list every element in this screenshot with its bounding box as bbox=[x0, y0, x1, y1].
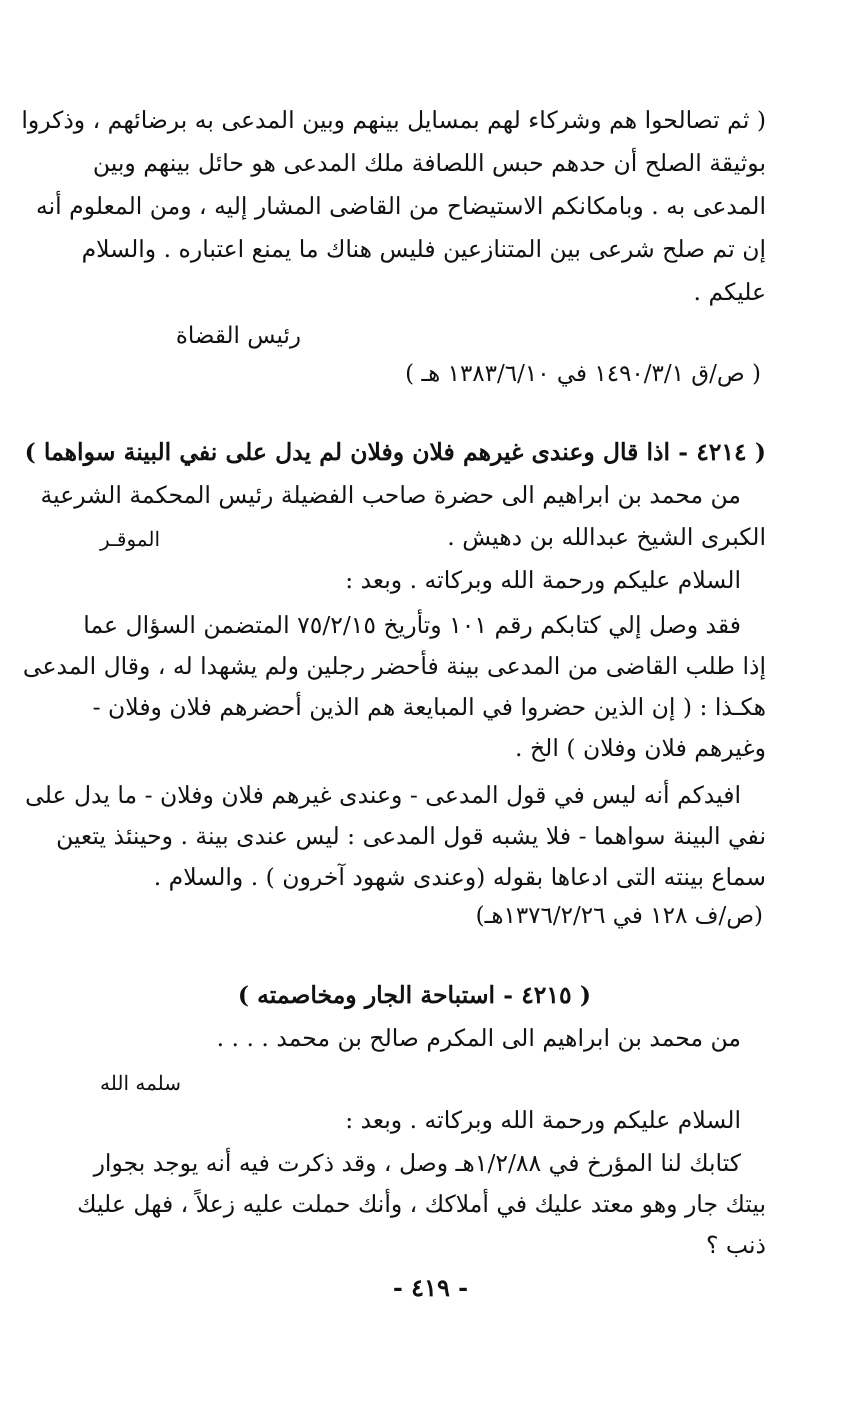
paragraph-line: سماع بينته التى ادعاها بقوله (وعندى شهود آخرون ) . والسلام . bbox=[153, 863, 766, 891]
paragraph-line: فقد وصل إلي كتابكم رقم ١٠١ وتأريخ ٧٥/٢/١٥ المتضمن السؤال عما bbox=[83, 611, 741, 639]
greeting: السلام عليكم ورحمة الله وبركاته . وبعد : bbox=[345, 1106, 741, 1134]
reference-number: (ص/ف ١٢٨ في ١٣٧٦/٢/٢٦هـ) bbox=[475, 903, 763, 929]
page-number: - ٤١٩ - bbox=[392, 1273, 469, 1302]
paragraph-line: نفي البينة سواهما - فلا يشبه قول المدعى : ليس عندى بينة . وحينئذ يتعين bbox=[56, 822, 766, 850]
paragraph-line: ( ثم تصالحوا هم وشركاء لهم بمسايل بينهم وبين المدعى به برضائهم ، وذكروا bbox=[21, 106, 766, 134]
reference-number: ( ص/ق ١٤٩٠/٣/١ في ١٣٨٣/٦/١٠ هـ ) bbox=[405, 361, 761, 387]
honorific: سلمه الله bbox=[100, 1071, 182, 1095]
greeting: السلام عليكم ورحمة الله وبركاته . وبعد : bbox=[345, 566, 741, 594]
paragraph-line: إذا طلب القاضى من المدعى بينة فأحضر رجلين ولم يشهدا له ، وقال المدعى bbox=[22, 652, 766, 680]
letter-from: من محمد بن ابراهيم الى حضرة صاحب الفضيلة رئيس المحكمة الشرعية bbox=[40, 481, 741, 509]
paragraph-line: بوثيقة الصلح أن حدهم حبس اللصافة ملك المدعى هو حائل بينهم وبين bbox=[92, 149, 766, 177]
paragraph-line: إن تم صلح شرعى بين المتنازعين فليس هناك ما يمنع اعتباره . والسلام bbox=[81, 235, 766, 263]
paragraph-line: ذنب ؟ bbox=[705, 1231, 766, 1259]
paragraph-line: المدعى به . وبامكانكم الاستيضاح من القاضى المشار إليه ، ومن المعلوم أنه bbox=[36, 192, 766, 220]
section-heading: ( ٤٢١٤ - اذا قال وعندى غيرهم فلان وفلان لم يدل على نفي البينة سواهما ) bbox=[24, 438, 766, 466]
paragraph-line: كتابك لنا المؤرخ في ١/٢/٨٨هـ وصل ، وقد ذكرت فيه أنه يوجد بجوار bbox=[93, 1149, 741, 1177]
letter-recipient: الكبرى الشيخ عبدالله بن دهيش . bbox=[447, 523, 766, 551]
honorific: الموقـر bbox=[100, 527, 160, 551]
paragraph-line: وغيرهم فلان وفلان ) الخ . bbox=[515, 734, 766, 762]
letter-from: من محمد بن ابراهيم الى المكرم صالح بن محمد . . . . bbox=[216, 1024, 741, 1052]
paragraph-line: عليكم . bbox=[693, 278, 766, 306]
signature-title: رئيس القضاة bbox=[175, 323, 301, 349]
paragraph-line: هكـذا : ( إن الذين حضروا في المبايعة هم الذين أحضرهم فلان وفلان - bbox=[92, 693, 766, 721]
paragraph-line: بيتك جار وهو معتد عليك في أملاكك ، وأنك حملت عليه زعلاً ، فهل عليك bbox=[77, 1190, 766, 1218]
paragraph-line: افيدكم أنه ليس في قول المدعى - وعندى غيرهم فلان وفلان - ما يدل على bbox=[25, 781, 741, 809]
section-heading: ( ٤٢١٥ - استباحة الجار ومخاصمته ) bbox=[237, 981, 591, 1009]
